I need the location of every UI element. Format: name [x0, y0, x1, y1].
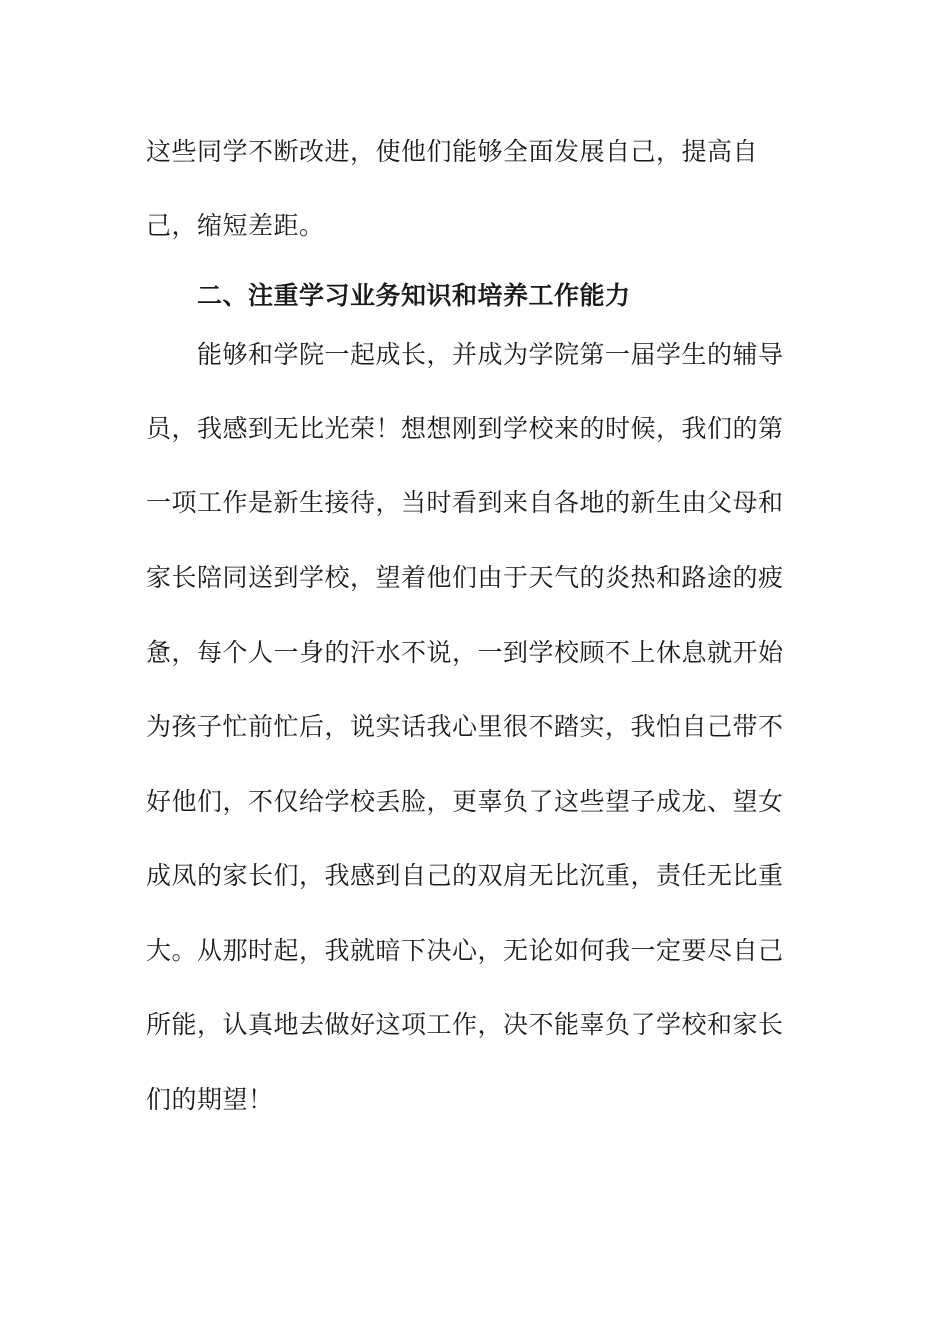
paragraph-line: 们的期望！ [146, 1085, 274, 1114]
paragraph-line: 为孩子忙前忙后，说实话我心里很不踏实，我怕自己带不 [146, 712, 784, 741]
paragraph-line: 能够和学院一起成长，并成为学院第一届学生的辅导 [197, 340, 784, 369]
section-heading: 二、注重学习业务知识和培养工作能力 [197, 281, 631, 310]
paragraph-line: 己，缩短差距。 [146, 211, 325, 240]
paragraph-line: 大。从那时起，我就暗下决心，无论如何我一定要尽自己 [146, 936, 784, 965]
paragraph-line: 一项工作是新生接待，当时看到来自各地的新生由父母和 [146, 488, 784, 517]
paragraph-line: 惫，每个人一身的汗水不说，一到学校顾不上休息就开始 [146, 638, 784, 667]
paragraph-line: 好他们，不仅给学校丢脸，更辜负了这些望子成龙、望女 [146, 787, 784, 816]
paragraph-line: 员，我感到无比光荣！想想刚到学校来的时候，我们的第 [146, 414, 784, 443]
paragraph-line: 成凤的家长们，我感到自己的双肩无比沉重，责任无比重 [146, 861, 784, 890]
paragraph-line: 所能，认真地去做好这项工作，决不能辜负了学校和家长 [146, 1010, 784, 1039]
paragraph-line: 这些同学不断改进，使他们能够全面发展自己，提高自 [146, 137, 759, 166]
paragraph-line: 家长陪同送到学校，望着他们由于天气的炎热和路途的疲 [146, 563, 784, 592]
